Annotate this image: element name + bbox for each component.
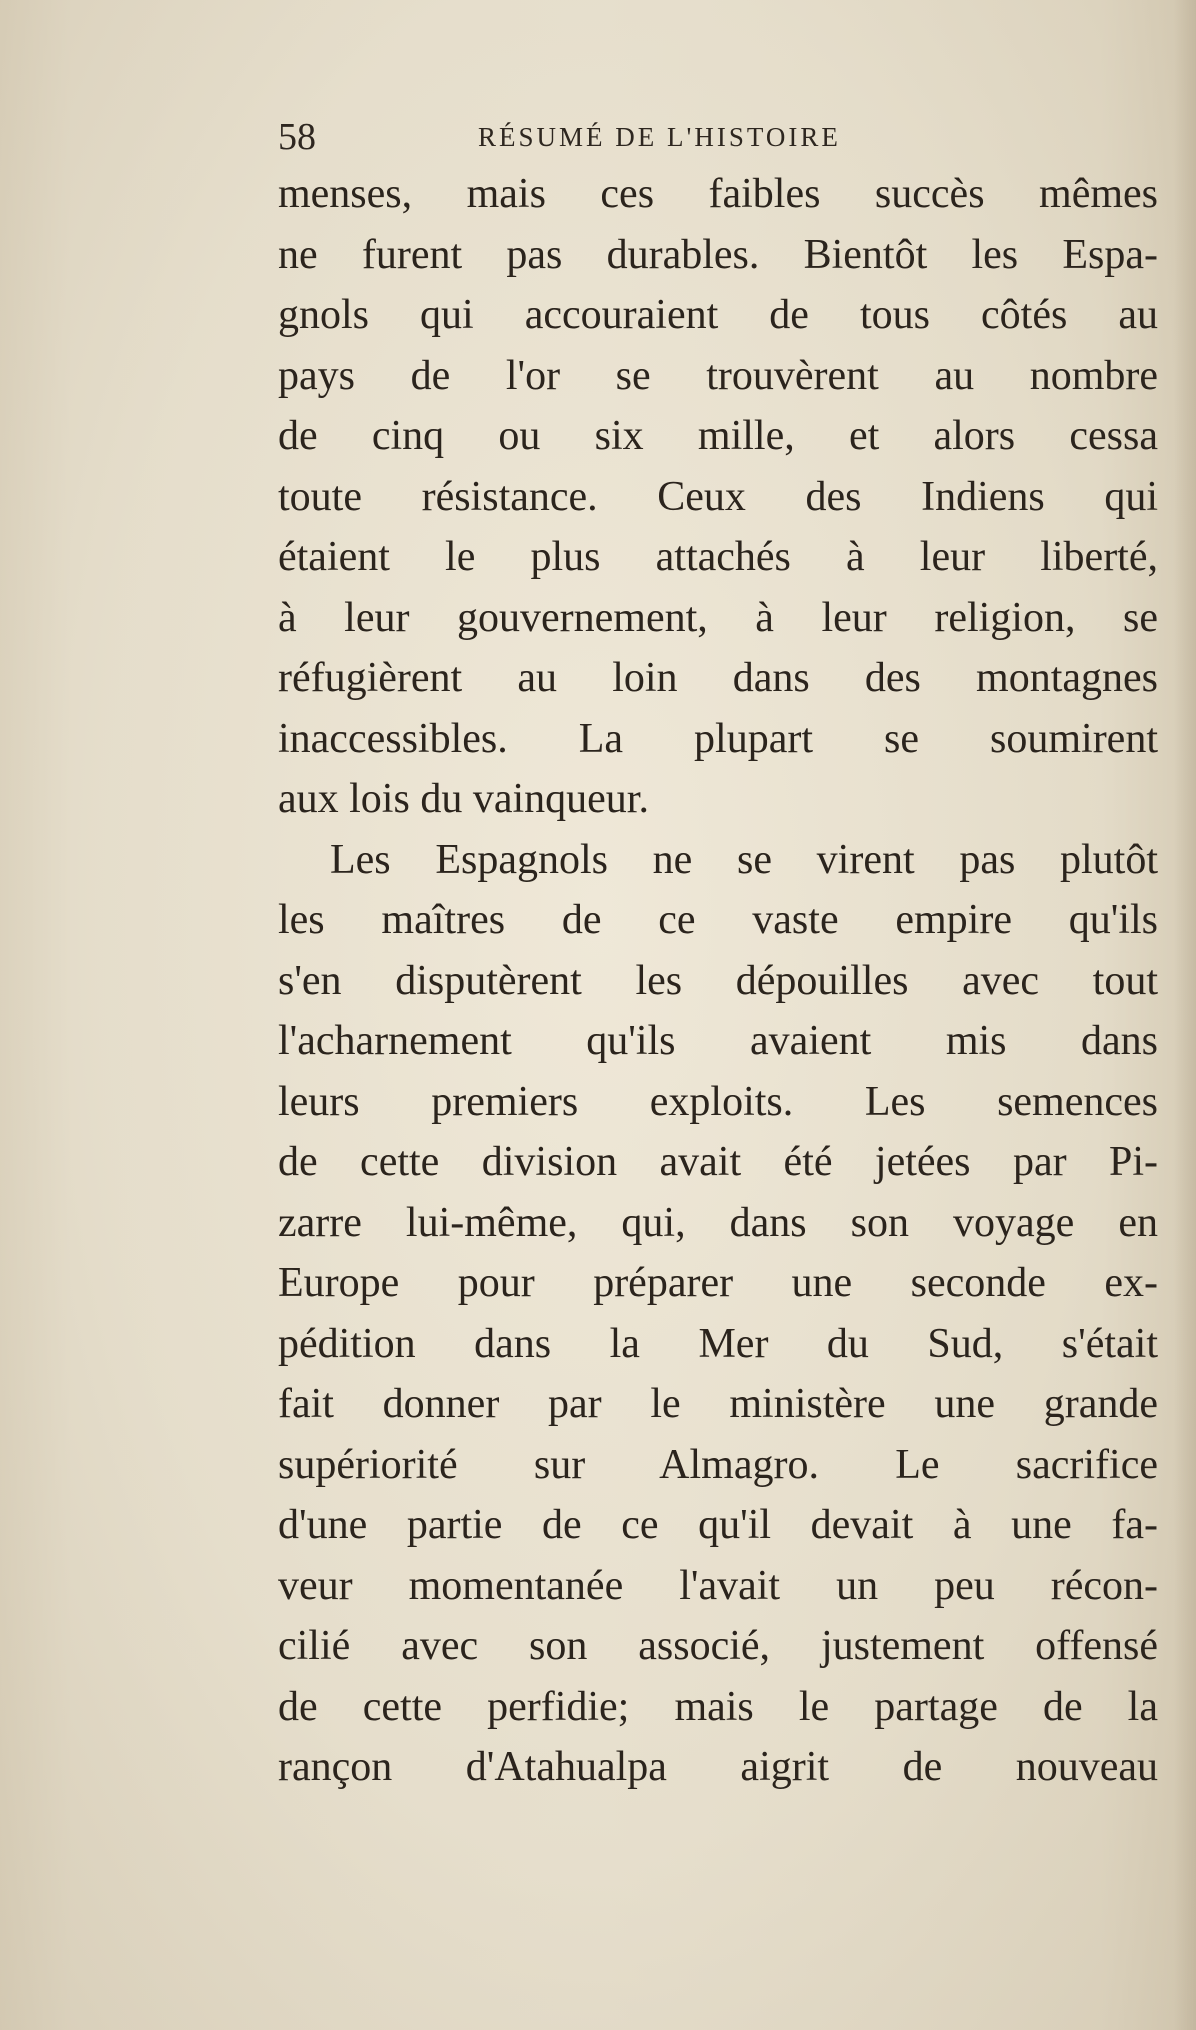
page-edge-shadow [1174, 0, 1196, 2030]
text-line: étaient le plus attachés à leur liberté, [278, 534, 1158, 580]
text-line: zarre lui-même, qui, dans son voyage en [278, 1199, 1158, 1246]
text-line: supériorité sur Almagro. Le sacrifice [278, 1441, 1158, 1488]
text-line: pays de l'or se trouvèrent au nombre [278, 352, 1158, 399]
text-line: réfugièrent au loin dans des montagnes [278, 655, 1158, 701]
text-line: d'une partie de ce qu'il devait à une fa- [278, 1502, 1158, 1548]
text-line: à leur gouvernement, à leur religion, se [278, 594, 1158, 641]
text-line-paragraph-end: aux lois du vainqueur. [278, 776, 649, 822]
body-text [278, 164, 1158, 1798]
text-line: les maîtres de ce vaste empire qu'ils [278, 897, 1158, 943]
text-line: rançon d'Atahualpa aigrit de nouveau [278, 1744, 1158, 1790]
text-line: gnols qui accouraient de tous côtés au [278, 292, 1158, 338]
text-line: de cinq ou six mille, et alors cessa [278, 413, 1158, 459]
text-line: toute résistance. Ceux des Indiens qui [278, 473, 1158, 520]
text-line: de cette perfidie; mais le partage de la [278, 1683, 1158, 1730]
text-line: de cette division avait été jetées par Pi- [278, 1139, 1158, 1185]
text-line: cilié avec son associé, justement offensé [278, 1623, 1158, 1669]
text-line: Europe pour préparer une seconde ex- [278, 1260, 1158, 1306]
running-head [278, 112, 978, 162]
running-title: RÉSUMÉ DE L'HISTOIRE [478, 122, 841, 152]
text-line-paragraph-start: Les Espagnols ne se virent pas plutôt [330, 836, 1158, 883]
text-line: ne furent pas durables. Bientôt les Espa- [278, 231, 1158, 278]
text-line: l'acharnement qu'ils avaient mis dans [278, 1018, 1158, 1064]
text-line: fait donner par le ministère une grande [278, 1381, 1158, 1427]
text-line: leurs premiers exploits. Les semences [278, 1078, 1158, 1125]
text-line: pédition dans la Mer du Sud, s'était [278, 1320, 1158, 1367]
text-line: s'en disputèrent les dépouilles avec tout [278, 957, 1158, 1004]
text-line: inaccessibles. La plupart se soumirent [278, 715, 1158, 762]
page-number: 58 [278, 116, 316, 158]
text-line: veur momentanée l'avait un peu récon- [278, 1562, 1158, 1609]
text-line: menses, mais ces faibles succès mêmes [278, 171, 1158, 217]
